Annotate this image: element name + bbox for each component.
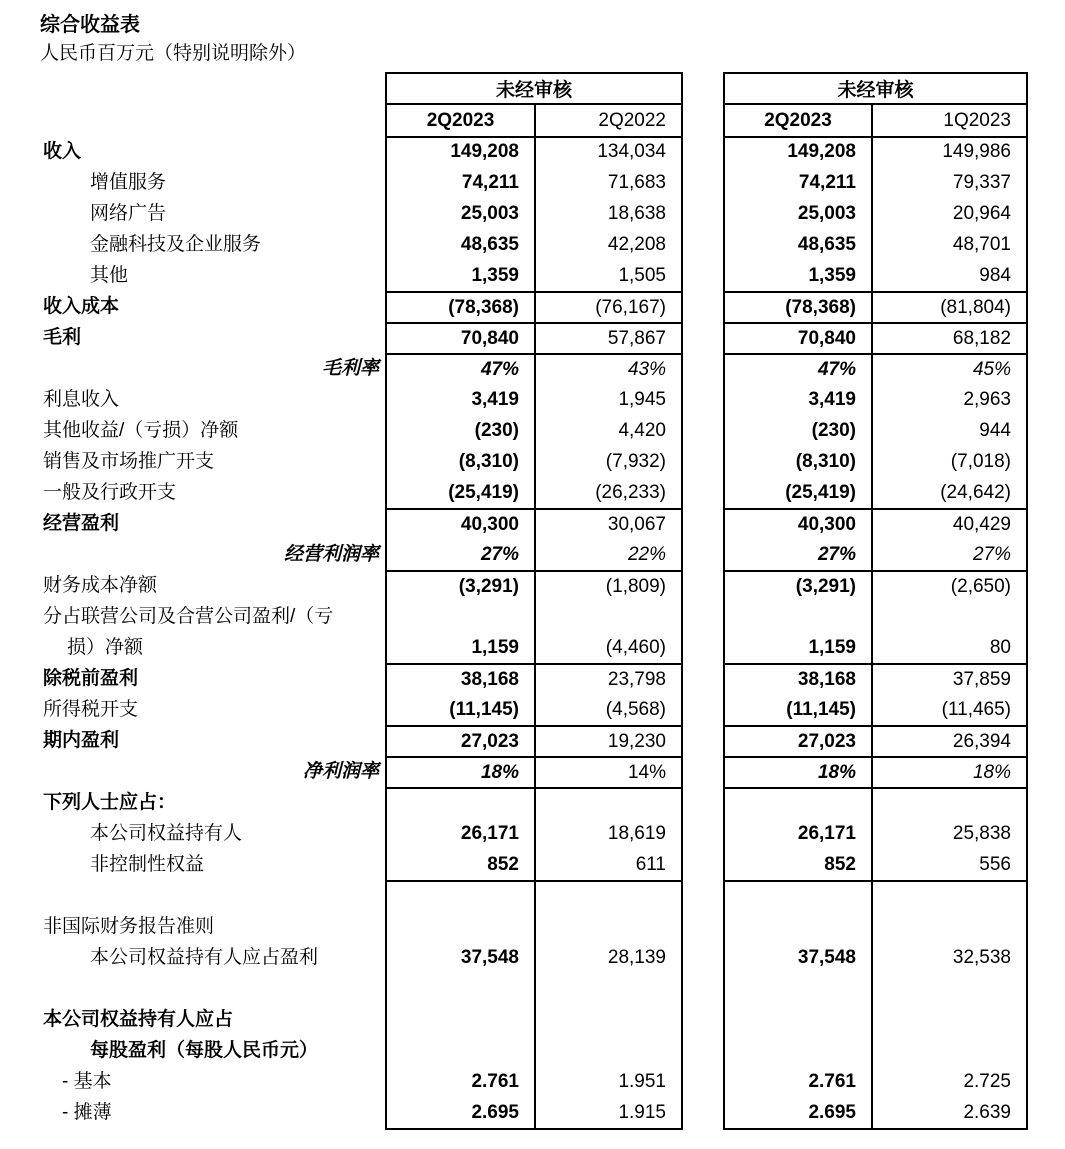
value-cell bbox=[534, 911, 683, 942]
table-gap bbox=[683, 725, 723, 756]
right-table-unaudited-header: 未经审核 bbox=[723, 72, 1028, 105]
table-gap bbox=[683, 136, 723, 167]
row-label: 销售及市场推广开支 bbox=[43, 451, 215, 472]
table-gap bbox=[683, 818, 723, 849]
row-label: 网络广告 bbox=[90, 203, 167, 224]
table-row bbox=[40, 136, 1065, 167]
value-cell: 23,798 bbox=[534, 663, 683, 694]
table-gap bbox=[683, 942, 723, 973]
table-gap bbox=[683, 260, 723, 291]
table-gap bbox=[683, 415, 723, 446]
table-gap bbox=[683, 353, 723, 384]
value-cell: 984 bbox=[871, 260, 1028, 291]
value-cell: 71,683 bbox=[534, 167, 683, 198]
value-cell: 26,394 bbox=[871, 725, 1028, 756]
value-cell: (1,809) bbox=[534, 570, 683, 601]
value-cell: 852 bbox=[723, 849, 871, 880]
value-cell: 70,840 bbox=[385, 322, 534, 353]
table-row bbox=[40, 818, 1065, 849]
income-statement-table bbox=[40, 72, 1065, 1128]
value-cell: 27% bbox=[385, 539, 534, 570]
row-label: 其他收益/（亏损）净额 bbox=[43, 420, 239, 441]
value-cell bbox=[723, 973, 871, 1004]
value-cell bbox=[385, 880, 534, 911]
value-cell: 27,023 bbox=[385, 725, 534, 756]
value-cell: 48,701 bbox=[871, 229, 1028, 260]
value-cell: (4,568) bbox=[534, 694, 683, 725]
spacer-row bbox=[40, 973, 1065, 1004]
value-cell: 79,337 bbox=[871, 167, 1028, 198]
value-cell: 611 bbox=[534, 849, 683, 880]
value-cell: 25,838 bbox=[871, 818, 1028, 849]
row-label: 本公司权益持有人应占盈利 bbox=[90, 947, 319, 968]
value-cell: 4,420 bbox=[534, 415, 683, 446]
table-gap bbox=[683, 477, 723, 508]
table-row bbox=[40, 167, 1065, 198]
period-header-row bbox=[40, 105, 1065, 136]
value-cell: 2.761 bbox=[385, 1066, 534, 1097]
value-cell: 2.695 bbox=[723, 1097, 871, 1130]
table-row bbox=[40, 446, 1065, 477]
value-cell: (7,932) bbox=[534, 446, 683, 477]
value-cell bbox=[871, 880, 1028, 911]
row-label: 经营利润率 bbox=[283, 544, 379, 565]
value-cell bbox=[534, 1035, 683, 1066]
value-cell: 38,168 bbox=[723, 663, 871, 694]
value-cell: 70,840 bbox=[723, 322, 871, 353]
table-gap bbox=[683, 198, 723, 229]
table-row bbox=[40, 229, 1065, 260]
value-cell: (8,310) bbox=[385, 446, 534, 477]
value-cell: (24,642) bbox=[871, 477, 1028, 508]
table-gap bbox=[683, 446, 723, 477]
table-row bbox=[40, 353, 1065, 384]
row-label: 非国际财务报告准则 bbox=[43, 916, 215, 937]
row-label: 净利润率 bbox=[302, 761, 379, 782]
table-row bbox=[40, 601, 1065, 663]
value-cell: 45% bbox=[871, 353, 1028, 384]
table-row bbox=[40, 198, 1065, 229]
table-gap bbox=[683, 539, 723, 570]
value-cell: (3,291) bbox=[385, 570, 534, 601]
value-cell bbox=[534, 787, 683, 818]
row-label: 本公司权益持有人 bbox=[90, 823, 243, 844]
value-cell: 47% bbox=[723, 353, 871, 384]
value-cell bbox=[723, 911, 871, 942]
table-gap bbox=[683, 384, 723, 415]
row-label: 财务成本净额 bbox=[43, 575, 158, 596]
row-label bbox=[40, 973, 385, 1004]
value-cell: 18,619 bbox=[534, 818, 683, 849]
table-gap bbox=[683, 570, 723, 601]
row-label bbox=[40, 880, 385, 911]
row-label: 本公司权益持有人应占 bbox=[43, 1009, 234, 1030]
value-cell: (25,419) bbox=[385, 477, 534, 508]
value-cell bbox=[385, 973, 534, 1004]
table-row bbox=[40, 322, 1065, 353]
value-cell: 42,208 bbox=[534, 229, 683, 260]
table-gap bbox=[683, 973, 723, 1004]
value-cell: 2.695 bbox=[385, 1097, 534, 1130]
table-gap bbox=[683, 508, 723, 539]
unaudited-header-row bbox=[40, 72, 1065, 105]
value-cell: (11,145) bbox=[385, 694, 534, 725]
value-cell bbox=[871, 787, 1028, 818]
table-gap bbox=[683, 663, 723, 694]
value-cell: 852 bbox=[385, 849, 534, 880]
left-table-unaudited-header: 未经审核 bbox=[385, 72, 683, 105]
value-cell: 37,859 bbox=[871, 663, 1028, 694]
value-cell: (78,368) bbox=[723, 291, 871, 322]
value-cell: (4,460) bbox=[534, 601, 683, 663]
row-label: 其他 bbox=[90, 265, 129, 286]
value-cell: 18,638 bbox=[534, 198, 683, 229]
value-cell: (3,291) bbox=[723, 570, 871, 601]
value-cell: 74,211 bbox=[385, 167, 534, 198]
value-cell: 2.639 bbox=[871, 1097, 1028, 1130]
value-cell: 134,034 bbox=[534, 136, 683, 167]
value-cell bbox=[723, 880, 871, 911]
value-cell bbox=[385, 1004, 534, 1035]
table-row bbox=[40, 539, 1065, 570]
value-cell bbox=[534, 973, 683, 1004]
table-gap bbox=[683, 105, 723, 138]
table-row bbox=[40, 384, 1065, 415]
row-label: 一般及行政开支 bbox=[43, 482, 177, 503]
value-cell bbox=[385, 911, 534, 942]
row-label: 每股盈利（每股人民币元） bbox=[90, 1040, 319, 1061]
table-row bbox=[40, 849, 1065, 880]
value-cell bbox=[871, 911, 1028, 942]
value-cell bbox=[871, 1004, 1028, 1035]
value-cell: 1.915 bbox=[534, 1097, 683, 1130]
value-cell: 22% bbox=[534, 539, 683, 570]
value-cell: 1.951 bbox=[534, 1066, 683, 1097]
value-cell: 3,419 bbox=[385, 384, 534, 415]
value-cell: 1,505 bbox=[534, 260, 683, 291]
value-cell: (81,804) bbox=[871, 291, 1028, 322]
value-cell: (11,145) bbox=[723, 694, 871, 725]
table-gap bbox=[683, 694, 723, 725]
row-label: 收入成本 bbox=[43, 296, 120, 317]
value-cell bbox=[723, 1035, 871, 1066]
value-cell: 2.761 bbox=[723, 1066, 871, 1097]
value-cell: 32,538 bbox=[871, 942, 1028, 973]
value-cell: (230) bbox=[385, 415, 534, 446]
value-cell: 38,168 bbox=[385, 663, 534, 694]
value-cell: (26,233) bbox=[534, 477, 683, 508]
page-title: 综合收益表 bbox=[40, 14, 140, 36]
row-label: 期内盈利 bbox=[43, 730, 120, 751]
value-cell: 27% bbox=[723, 539, 871, 570]
table-row bbox=[40, 1004, 1065, 1035]
table-gap bbox=[683, 291, 723, 322]
value-cell: 30,067 bbox=[534, 508, 683, 539]
value-cell: 149,208 bbox=[385, 136, 534, 167]
table-gap bbox=[683, 167, 723, 198]
row-label: 毛利率 bbox=[321, 358, 379, 379]
row-label: 毛利 bbox=[43, 327, 82, 348]
table-row bbox=[40, 1035, 1065, 1066]
value-cell bbox=[385, 787, 534, 818]
value-cell: 1,359 bbox=[723, 260, 871, 291]
table-row bbox=[40, 415, 1065, 446]
table-body bbox=[40, 136, 1065, 1128]
value-cell: 26,171 bbox=[723, 818, 871, 849]
value-cell bbox=[534, 880, 683, 911]
value-cell: 48,635 bbox=[723, 229, 871, 260]
value-cell: 149,986 bbox=[871, 136, 1028, 167]
value-cell: 1,359 bbox=[385, 260, 534, 291]
label-column-spacer bbox=[40, 105, 385, 138]
table-row bbox=[40, 508, 1065, 539]
value-cell: 2,963 bbox=[871, 384, 1028, 415]
table-row bbox=[40, 1066, 1065, 1097]
value-cell: (2,650) bbox=[871, 570, 1028, 601]
value-cell: 48,635 bbox=[385, 229, 534, 260]
table-gap bbox=[683, 1066, 723, 1097]
table-gap bbox=[683, 1035, 723, 1066]
value-cell: 40,429 bbox=[871, 508, 1028, 539]
value-cell: (76,167) bbox=[534, 291, 683, 322]
value-cell: (25,419) bbox=[723, 477, 871, 508]
row-label: - 摊薄 bbox=[62, 1102, 112, 1123]
table-row bbox=[40, 477, 1065, 508]
value-cell: 74,211 bbox=[723, 167, 871, 198]
value-cell bbox=[723, 1004, 871, 1035]
table-row bbox=[40, 911, 1065, 942]
value-cell: 40,300 bbox=[385, 508, 534, 539]
value-cell bbox=[534, 1004, 683, 1035]
value-cell: 2.725 bbox=[871, 1066, 1028, 1097]
row-label: 非控制性权益 bbox=[90, 854, 205, 875]
table-gap bbox=[683, 601, 723, 663]
value-cell: 43% bbox=[534, 353, 683, 384]
value-cell: 1,945 bbox=[534, 384, 683, 415]
left-col-2q2023-header: 2Q2023 bbox=[385, 105, 534, 138]
table-gap bbox=[683, 72, 723, 105]
row-label: 收入 bbox=[43, 141, 82, 162]
right-col-1q2023-header: 1Q2023 bbox=[871, 105, 1028, 138]
value-cell: 20,964 bbox=[871, 198, 1028, 229]
row-label: 分占联营公司及合营公司盈利/（亏 损）净额 bbox=[43, 606, 334, 658]
row-label: 金融科技及企业服务 bbox=[90, 234, 262, 255]
row-label: 除税前盈利 bbox=[43, 668, 139, 689]
table-gap bbox=[683, 880, 723, 911]
table-row bbox=[40, 260, 1065, 291]
value-cell: 18% bbox=[385, 756, 534, 787]
value-cell: (11,465) bbox=[871, 694, 1028, 725]
value-cell: 25,003 bbox=[723, 198, 871, 229]
page-subtitle: 人民币百万元（特别说明除外） bbox=[40, 43, 307, 64]
value-cell: 27,023 bbox=[723, 725, 871, 756]
spacer-row bbox=[40, 880, 1065, 911]
table-gap bbox=[683, 322, 723, 353]
value-cell bbox=[871, 1035, 1028, 1066]
row-label: 利息收入 bbox=[43, 389, 120, 410]
row-label: 下列人士应占： bbox=[43, 792, 177, 813]
value-cell: (78,368) bbox=[385, 291, 534, 322]
table-row bbox=[40, 570, 1065, 601]
value-cell: 26,171 bbox=[385, 818, 534, 849]
row-label: - 基本 bbox=[62, 1071, 112, 1092]
label-column-spacer bbox=[40, 72, 385, 105]
row-label: 所得税开支 bbox=[43, 699, 139, 720]
value-cell: 18% bbox=[871, 756, 1028, 787]
value-cell: 944 bbox=[871, 415, 1028, 446]
table-gap bbox=[683, 911, 723, 942]
value-cell: 40,300 bbox=[723, 508, 871, 539]
table-row bbox=[40, 787, 1065, 818]
left-col-2q2022-header: 2Q2022 bbox=[534, 105, 683, 138]
table-row bbox=[40, 725, 1065, 756]
table-row bbox=[40, 694, 1065, 725]
value-cell: 57,867 bbox=[534, 322, 683, 353]
value-cell: 80 bbox=[871, 601, 1028, 663]
row-label: 经营盈利 bbox=[43, 513, 120, 534]
table-gap bbox=[683, 787, 723, 818]
table-row bbox=[40, 1097, 1065, 1128]
value-cell: 149,208 bbox=[723, 136, 871, 167]
table-row bbox=[40, 942, 1065, 973]
value-cell: 14% bbox=[534, 756, 683, 787]
value-cell: 68,182 bbox=[871, 322, 1028, 353]
value-cell: 18% bbox=[723, 756, 871, 787]
table-row bbox=[40, 291, 1065, 322]
value-cell: (7,018) bbox=[871, 446, 1028, 477]
table-row bbox=[40, 756, 1065, 787]
table-row bbox=[40, 663, 1065, 694]
value-cell: 28,139 bbox=[534, 942, 683, 973]
value-cell bbox=[723, 787, 871, 818]
row-label: 增值服务 bbox=[90, 172, 167, 193]
value-cell: 1,159 bbox=[723, 601, 871, 663]
table-gap bbox=[683, 1097, 723, 1130]
value-cell: 19,230 bbox=[534, 725, 683, 756]
right-col-2q2023-header: 2Q2023 bbox=[723, 105, 871, 138]
value-cell bbox=[385, 1035, 534, 1066]
value-cell: 556 bbox=[871, 849, 1028, 880]
value-cell bbox=[871, 973, 1028, 1004]
table-gap bbox=[683, 1004, 723, 1035]
table-gap bbox=[683, 849, 723, 880]
value-cell: 1,159 bbox=[385, 601, 534, 663]
value-cell: 37,548 bbox=[385, 942, 534, 973]
value-cell: 37,548 bbox=[723, 942, 871, 973]
table-gap bbox=[683, 756, 723, 787]
value-cell: 25,003 bbox=[385, 198, 534, 229]
value-cell: 47% bbox=[385, 353, 534, 384]
table-gap bbox=[683, 229, 723, 260]
value-cell: 3,419 bbox=[723, 384, 871, 415]
value-cell: (8,310) bbox=[723, 446, 871, 477]
value-cell: 27% bbox=[871, 539, 1028, 570]
value-cell: (230) bbox=[723, 415, 871, 446]
